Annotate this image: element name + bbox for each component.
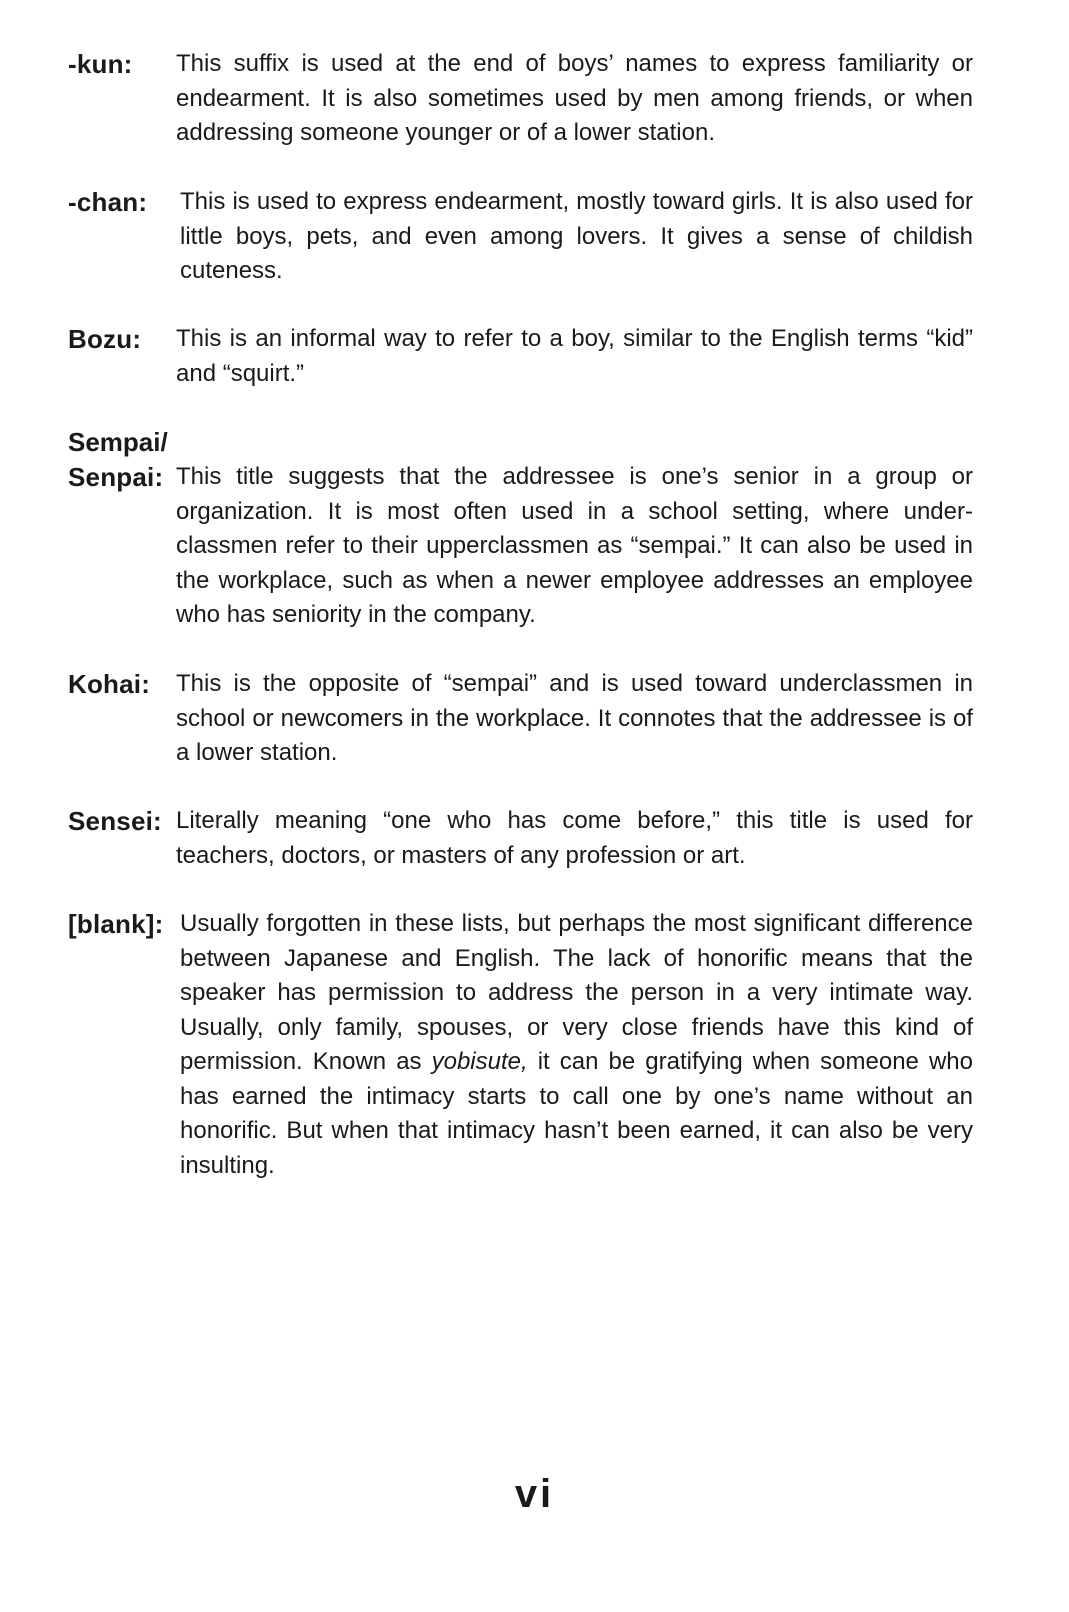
term-definition [180,907,973,1183]
term-label: [blank]: [68,909,164,939]
term-definition: This is an informal way to refer to a boy, similar to the English terms “kid” and “squirt.” [176,325,973,387]
definition-text: it can be gratifying when someone who has earned the intimacy starts to call one by one’s name without an honorific. But when that intimacy hasn’t been earned, it can also be very insulting. [180,1048,973,1179]
term-definition: This title suggests that the addressee is one’s senior in a group or organization. It is most often used in a school setting, where underclassmen refer to their upperclassmen as “sempai.” It can also be used in the workplace, such as when a newer employee addresses an employee who has seniority in the company. [176,463,973,628]
term-label: -kun: [68,49,133,79]
definition-text: Usually forgotten in these lists, but perhaps the most significant difference between Japanese and English. The lack of honorific means that the speaker has permission to address the person in a very intimate way. Usually, only family, spouses, or very close friends have this kind of permission. Known as [180,910,973,1075]
term-definition: Literally meaning “one who has come before,” this title is used for teachers, doctors, or masters of any profession or art. [176,807,973,869]
term-label: Senpai: [68,462,164,492]
term-definition: This suffix is used at the end of boys’ names to express familiarity or endearment. It is also sometimes used by men among friends, or when addressing someone younger or of a lower station. [176,50,973,146]
term-label: Kohai: [68,669,151,699]
page-number: vi [514,1472,555,1516]
term-definition: This is used to express endearment, mostly toward girls. It is also used for little boys, pets, and even among lovers. It gives a sense of childish cuteness. [180,188,973,284]
term-definition: This is the opposite of “sempai” and is used toward underclassmen in school or newcomers in the workplace. It connotes that the addressee is of a lower station. [176,670,973,766]
term-label: -chan: [68,187,148,217]
definition-italic-term: yobisute, [431,1048,528,1075]
term-label: Sensei: [68,806,162,836]
term-label: Bozu: [68,324,142,354]
term-label-alt: Sempai/ [68,427,168,457]
